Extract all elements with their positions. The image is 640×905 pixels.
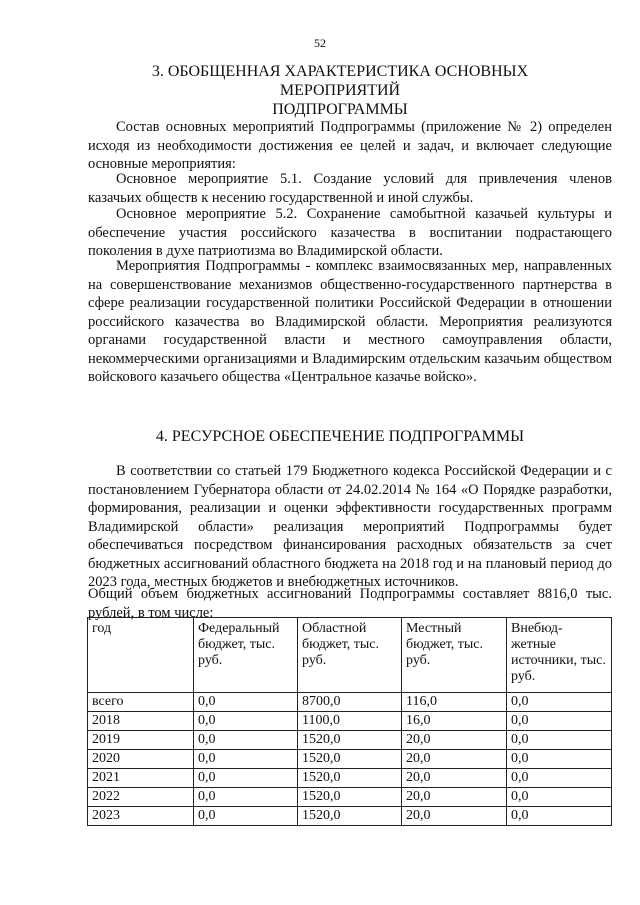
cell-federal: 0,0	[194, 693, 298, 712]
table-row	[88, 731, 612, 750]
cell-year: 2021	[88, 769, 194, 788]
header-year: год	[88, 618, 194, 693]
cell-local: 20,0	[402, 788, 507, 807]
cell-local: 20,0	[402, 731, 507, 750]
cell-extrabudgetary: 0,0	[507, 807, 612, 826]
cell-extrabudgetary: 0,0	[507, 750, 612, 769]
cell-regional: 1520,0	[298, 788, 402, 807]
budget-table	[87, 617, 612, 826]
header-extrabudgetary-sources: Внебюд-жетные источники, тыс. руб.	[507, 618, 612, 693]
cell-federal: 0,0	[194, 788, 298, 807]
cell-year: 2022	[88, 788, 194, 807]
header-local-budget: Местный бюджет, тыс. руб.	[402, 618, 507, 693]
section-4-paragraph-total-volume: Общий объем бюджетных ассигнований Подпрограммы составляет 8816,0 тыс. рублей, в том числе:	[88, 586, 612, 621]
page-number: 52	[314, 36, 326, 50]
cell-year: 2020	[88, 750, 194, 769]
table-row	[88, 693, 612, 712]
cell-year: всего	[88, 693, 194, 712]
section-3-heading-line2: ПОДПРОГРАММЫ	[272, 101, 408, 118]
cell-year: 2018	[88, 712, 194, 731]
section-3-paragraph-measure-5-2: Основное мероприятие 5.2. Сохранение самобытной казачьей культуры и обеспечение участия российского казачества в воспитании подрастающего поколения в духе патриотизма во Владимирской области.	[88, 206, 612, 259]
cell-regional: 8700,0	[298, 693, 402, 712]
cell-year: 2019	[88, 731, 194, 750]
section-4-paragraph-legal-basis: В соответствии со статьей 179 Бюджетного кодекса Российской Федерации и с постановлением Губернатора области от 24.02.2014 № 164 «О Порядке разработки, формирования, реализации и оценки эффективности государственных программ Владимирской области» реализация мероприятий Подпрограммы будет обеспечиваться посредством финансирования расходных обязательств за счет бюджетных ассигнований областного бюджета на 2018 год и на плановый период до 2023 года, местных бюджетов и внебюджетных источников.	[88, 463, 612, 590]
cell-federal: 0,0	[194, 731, 298, 750]
cell-local: 116,0	[402, 693, 507, 712]
cell-regional: 1520,0	[298, 769, 402, 788]
cell-local: 20,0	[402, 750, 507, 769]
cell-federal: 0,0	[194, 750, 298, 769]
section-3-paragraph-intro: Состав основных мероприятий Подпрограммы (приложение № 2) определен исходя из необходимости достижения ее целей и задач, и включает следующие основные мероприятия:	[88, 119, 612, 172]
cell-extrabudgetary: 0,0	[507, 788, 612, 807]
cell-local: 20,0	[402, 807, 507, 826]
table-row	[88, 788, 612, 807]
section-3-heading-line1: 3. ОБОБЩЕННАЯ ХАРАКТЕРИСТИКА ОСНОВНЫХ МЕРОПРИЯТИЙ	[151, 63, 529, 99]
cell-local: 20,0	[402, 769, 507, 788]
header-regional-budget: Областной бюджет, тыс. руб.	[298, 618, 402, 693]
table-row	[88, 750, 612, 769]
cell-extrabudgetary: 0,0	[507, 769, 612, 788]
budget-table-header-row	[88, 618, 612, 693]
section-3-paragraph-measure-5-1: Основное мероприятие 5.1. Создание условий для привлечения членов казачьих обществ к несению государственной и иной службы.	[88, 171, 612, 206]
table-row	[88, 712, 612, 731]
cell-regional: 1520,0	[298, 731, 402, 750]
cell-federal: 0,0	[194, 807, 298, 826]
header-federal-budget: Федеральный бюджет, тыс. руб.	[194, 618, 298, 693]
cell-regional: 1520,0	[298, 807, 402, 826]
cell-local: 16,0	[402, 712, 507, 731]
cell-regional: 1520,0	[298, 750, 402, 769]
cell-federal: 0,0	[194, 712, 298, 731]
section-3-paragraph-measures-description: Мероприятия Подпрограммы - комплекс взаимосвязанных мер, направленных на совершенствование механизмов общественно-государственного партнерства в сфере реализации государственной политики Российской Федерации в отношении российского казачества во Владимирской области. Мероприятия реализуются органами государственной власти и местного самоуправления области, некоммерческими организациями и Владимирским отдельским казачьим обществом войскового казачьего общества «Центральное казачье войско».	[88, 258, 612, 385]
table-row	[88, 807, 612, 826]
cell-extrabudgetary: 0,0	[507, 693, 612, 712]
table-row	[88, 769, 612, 788]
cell-extrabudgetary: 0,0	[507, 731, 612, 750]
cell-federal: 0,0	[194, 769, 298, 788]
cell-extrabudgetary: 0,0	[507, 712, 612, 731]
section-3-heading	[90, 62, 590, 119]
cell-regional: 1100,0	[298, 712, 402, 731]
cell-year: 2023	[88, 807, 194, 826]
section-4-heading: 4. РЕСУРСНОЕ ОБЕСПЕЧЕНИЕ ПОДПРОГРАММЫ	[155, 428, 525, 445]
